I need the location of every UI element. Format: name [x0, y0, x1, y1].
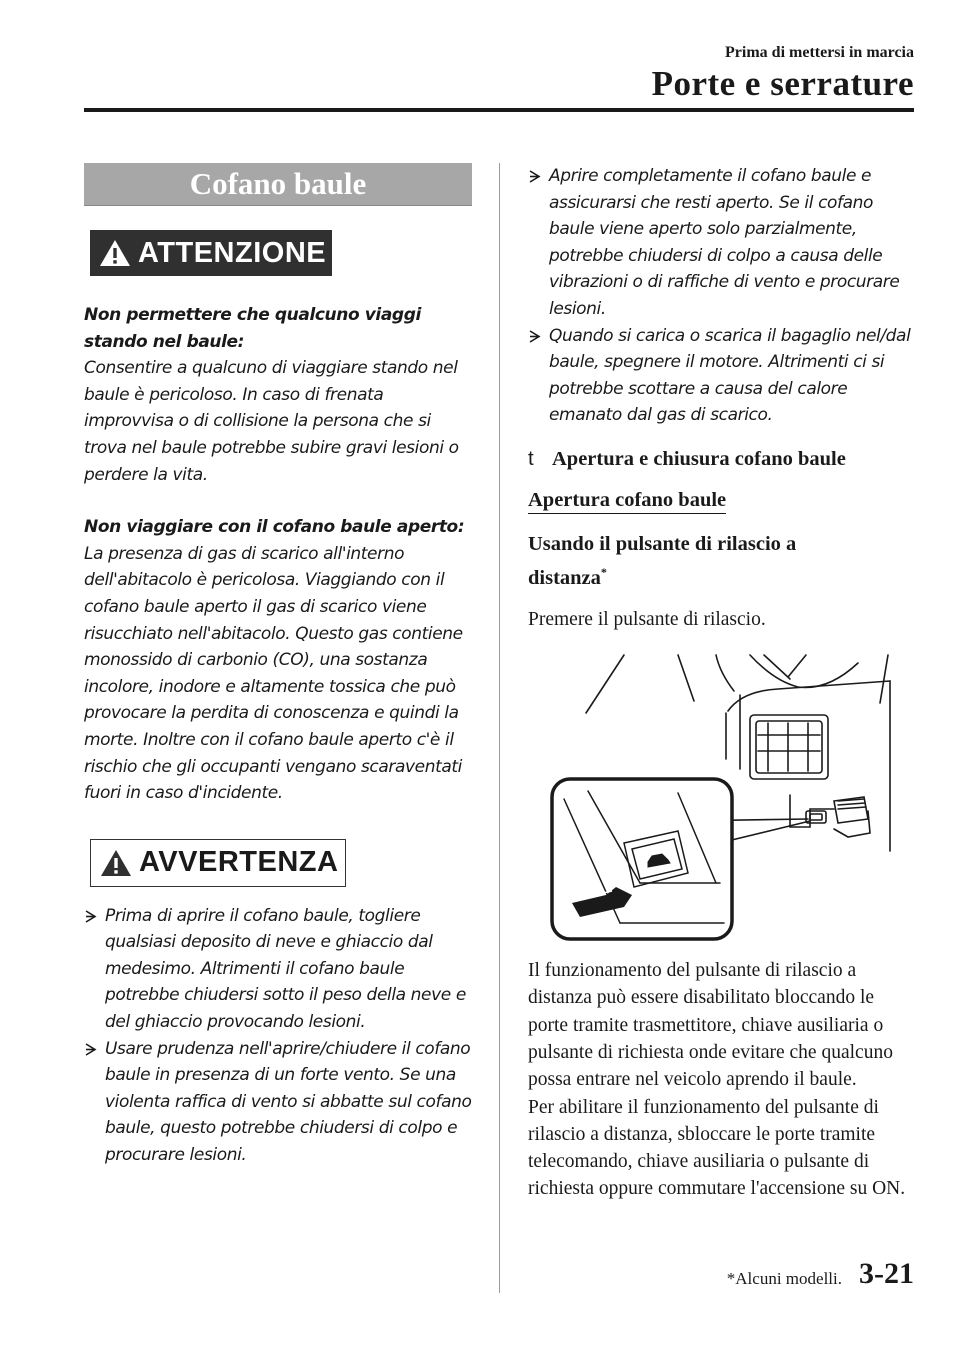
bullet-arrow-icon: [84, 1043, 97, 1056]
caution-2-title: Non viaggiare con il cofano baule aperto:: [84, 517, 465, 538]
section-heading: [528, 447, 918, 471]
sub-heading: Apertura cofano baule: [528, 489, 726, 514]
warning-triangle-icon: [98, 238, 132, 268]
section-marker: t: [528, 446, 534, 470]
footnote: *Alcuni modelli.: [726, 1269, 842, 1288]
warning-bullet: Prima di aprire il cofano baule, togliere qualsiasi deposito di neve e ghiaccio dal medesimo. Altrimenti il cofano baule potrebbe chiudersi sotto il peso della neve e del ghiaccio provocando lesioni.: [84, 903, 472, 1036]
paragraph-2: Per abilitare il funzionamento del pulsante di rilascio a distanza, sbloccare le porte tramite telecomando, chiave ausiliaria o pulsante di richiesta oppure commutare l'accensione su ON.: [528, 1096, 906, 1200]
warning-bullet: Aprire completamente il cofano baule e assicurarsi che resti aperto. Se il cofano baule viene aperto solo parzialmente, potrebbe chiudersi di colpo a causa delle vibrazioni o di raffiche di vento e procurare lesioni.: [528, 163, 918, 323]
instruction: Premere il pulsante di rilascio.: [528, 608, 766, 630]
column-divider: [499, 163, 500, 1293]
section-title: Cofano baule: [84, 163, 472, 206]
warning-triangle-icon: [99, 848, 133, 878]
bullet-arrow-icon: [84, 910, 97, 923]
caution-1-title: Non permettere che qualcuno viaggi stando nel baule:: [84, 305, 421, 352]
header-rule: [84, 108, 914, 112]
caution-1-body: Consentire a qualcuno di viaggiare stando nel baule è pericoloso. In caso di frenata improvvisa o di collisione la persona che si trova nel baule potrebbe subire gravi lesioni o perdere la vita.: [84, 358, 459, 485]
right-column: [528, 163, 918, 1203]
warning-bullet: Quando si carica o scarica il bagaglio nel/dal baule, spegnere il motore. Altrimenti ci si potrebbe scottare a causa del calore emanato dal gas di scarico.: [528, 323, 918, 429]
sub-sub-heading: Usando il pulsante di rilascio a distanza*: [528, 532, 797, 589]
page-number: 3-21: [859, 1257, 914, 1290]
trunk-release-button-illustration: [528, 651, 918, 943]
section-heading-text: Apertura e chiusura cofano baule: [552, 447, 846, 470]
warning-bullet: Usare prudenza nell'aprire/chiudere il cofano baule in presenza di un forte vento. Se una violenta raffica di vento si abbatte sul cofano baule, questo potrebbe chiudersi di colpo e procurare lesioni.: [84, 1036, 472, 1169]
left-column: [84, 163, 472, 1169]
warning-label-box: [90, 839, 346, 887]
running-header-section: Prima di mettersi in marcia: [725, 44, 914, 61]
bullet-arrow-icon: [528, 170, 541, 183]
running-header-chapter: Porte e serrature: [651, 64, 914, 103]
warning-label: AVVERTENZA: [139, 846, 339, 879]
bullet-arrow-icon: [528, 330, 541, 343]
caution-label-box: [90, 230, 332, 276]
paragraph-1: Il funzionamento del pulsante di rilascio a distanza può essere disabilitato bloccando le porte tramite trasmettitore, chiave ausiliaria o pulsante di richiesta onde evitare che qualcuno possa entrare nel veicolo aprendo il baule.: [528, 960, 893, 1091]
caution-2-body: La presenza di gas di scarico all'interno dell'abitacolo è pericolosa. Viaggiando con il cofano baule aperto il gas di scarico viene risucchiato nell'abitacolo. Questo gas contiene monossido di carbonio (CO), una sostanza incolore, inodore e altamente tossica che può provocare la perdita di conoscenza e quindi la morte. Inoltre con il cofano baule aperto c'è il rischio che gli occupanti vengano scaraventati fuori in caso d'incidente.: [84, 543, 463, 804]
caution-label: ATTENZIONE: [138, 236, 327, 269]
